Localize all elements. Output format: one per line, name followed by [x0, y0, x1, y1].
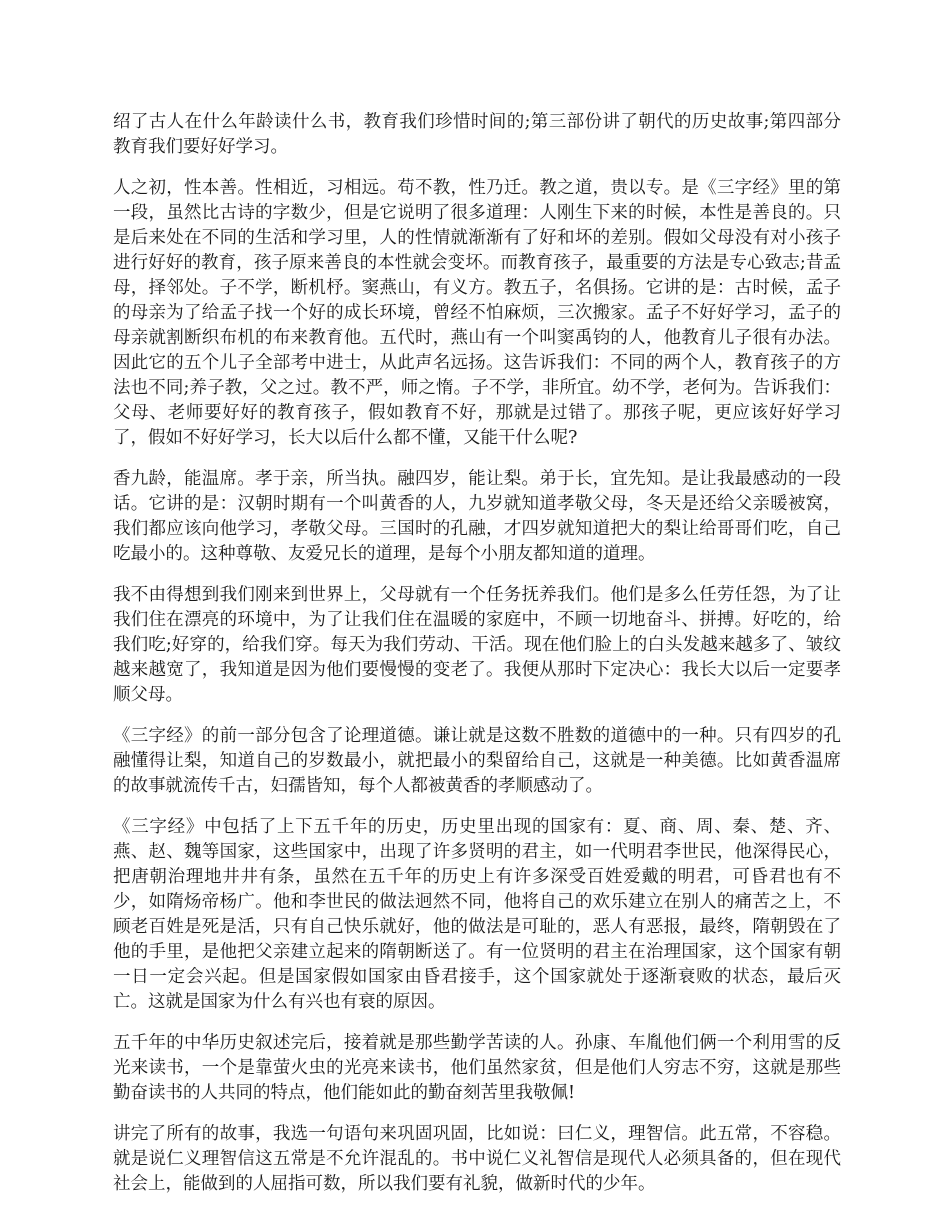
- paragraph-4: 我不由得想到我们刚来到世界上，父母就有一个任务抚养我们。他们是多么任劳任怨，为了让我们住在漂亮的环境中，为了让我们住在温暖的家庭中，不顾一切地奋斗、拼搏。好吃的，给我们吃;好穿的，给我们穿。每天为我们劳动、干活。现在他们脸上的白头发越来越多了、皱纹越来越宽了，我知道是因为他们要慢慢的变老了。我便从那时下定决心：我长大以后一定要孝顺父母。: [113, 585, 841, 705]
- paragraph-7: 五千年的中华历史叙述完后，接着就是那些勤学苦读的人。孙康、车胤他们俩一个利用雪的反光来读书，一个是靠萤火虫的光亮来读书，他们虽然家贫，但是他们人穷志不穷，这就是那些勤奋读书的人共同的特点，他们能如此的勤奋刻苦里我敬佩!: [113, 1033, 841, 1103]
- paragraph-2: 人之初，性本善。性相近，习相远。苟不教，性乃迁。教之道，贵以专。是《三字经》里的第一段，虽然比古诗的字数少，但是它说明了很多道理：人刚生下来的时候，本性是善良的。只是后来处在不同的生活和学习里，人的性情就渐渐有了好和坏的差别。假如父母没有对小孩子进行好好的教育，孩子原来善良的本性就会变坏。而教育孩子，最重要的方法是专心致志;昔孟母，择邻处。子不学，断机杼。窦燕山，有义方。教五子，名俱扬。它讲的是：古时候，孟子的母亲为了给孟子找一个好的成长环境，曾经不怕麻烦，三次搬家。孟子不好好学习，孟子的母亲就割断织布机的布来教育他。五代时，燕山有一个叫窦禹钧的人，他教育儿子很有办法。因此它的五个儿子全部考中进士，从此声名远扬。这告诉我们：不同的两个人，教育孩子的方法也不同;养子教，父之过。教不严，师之惰。子不学，非所宜。幼不学，老何为。告诉我们：父母、老师要好好的教育孩子，假如教育不好，那就是过错了。那孩子呢，更应该好好学习了，假如不好好学习，长大以后什么都不懂，又能干什么呢?: [113, 178, 841, 448]
- paragraph-3: 香九龄，能温席。孝于亲，所当执。融四岁，能让梨。弟于长，宜先知。是让我最感动的一段话。它讲的是：汉朝时期有一个叫黄香的人，九岁就知道孝敬父母，冬天是还给父亲暖被窝，我们都应该向他学习，孝敬父母。三国时的孔融，才四岁就知道把大的梨让给哥哥们吃，自己吃最小的。这种尊敬、友爱兄长的道理，是每个小朋友都知道的道理。: [113, 469, 841, 564]
- paragraph-5: 《三字经》的前一部分包含了论理道德。谦让就是这数不胜数的道德中的一种。只有四岁的孔融懂得让梨，知道自己的岁数最小，就把最小的梨留给自己，这就是一种美德。比如黄香温席的故事就流传千古，妇孺皆知，每个人都被黄香的孝顺感动了。: [113, 726, 841, 796]
- paragraph-6: 《三字经》中包括了上下五千年的历史，历史里出现的国家有：夏、商、周、秦、楚、齐、燕、赵、魏等国家，这些国家中，出现了许多贤明的君主，如一代明君李世民，他深得民心，把唐朝治理地井井有条，虽然在五千年的历史上有许多深受百姓爱戴的明君，可昏君也有不少，如隋炀帝杨广。他和李世民的做法迥然不同，他将自己的欢乐建立在别人的痛苦之上，不顾老百姓是死是活，只有自己快乐就好，他的做法是可耻的，恶人有恶报，最终，隋朝毁在了他的手里，是他把父亲建立起来的隋朝断送了。有一位贤明的君主在治理国家，这个国家有朝一日一定会兴起。但是国家假如国家由昏君接手，这个国家就处于逐渐衰败的状态，最后灭亡。这就是国家为什么有兴也有衰的原因。: [113, 817, 841, 1012]
- paragraph-1: 绍了古人在什么年龄读什么书，教育我们珍惜时间的;第三部份讲了朝代的历史故事;第四部分教育我们要好好学习。: [113, 112, 841, 157]
- paragraph-8: 讲完了所有的故事，我选一句语句来巩固巩固，比如说：曰仁义，理智信。此五常，不容稳。就是说仁义理智信这五常是不允许混乱的。书中说仁义礼智信是现代人必须具备的，但在现代社会上，能做到的人屈指可数，所以我们要有礼貌，做新时代的少年。: [113, 1124, 841, 1194]
- document-body: [113, 110, 841, 1213]
